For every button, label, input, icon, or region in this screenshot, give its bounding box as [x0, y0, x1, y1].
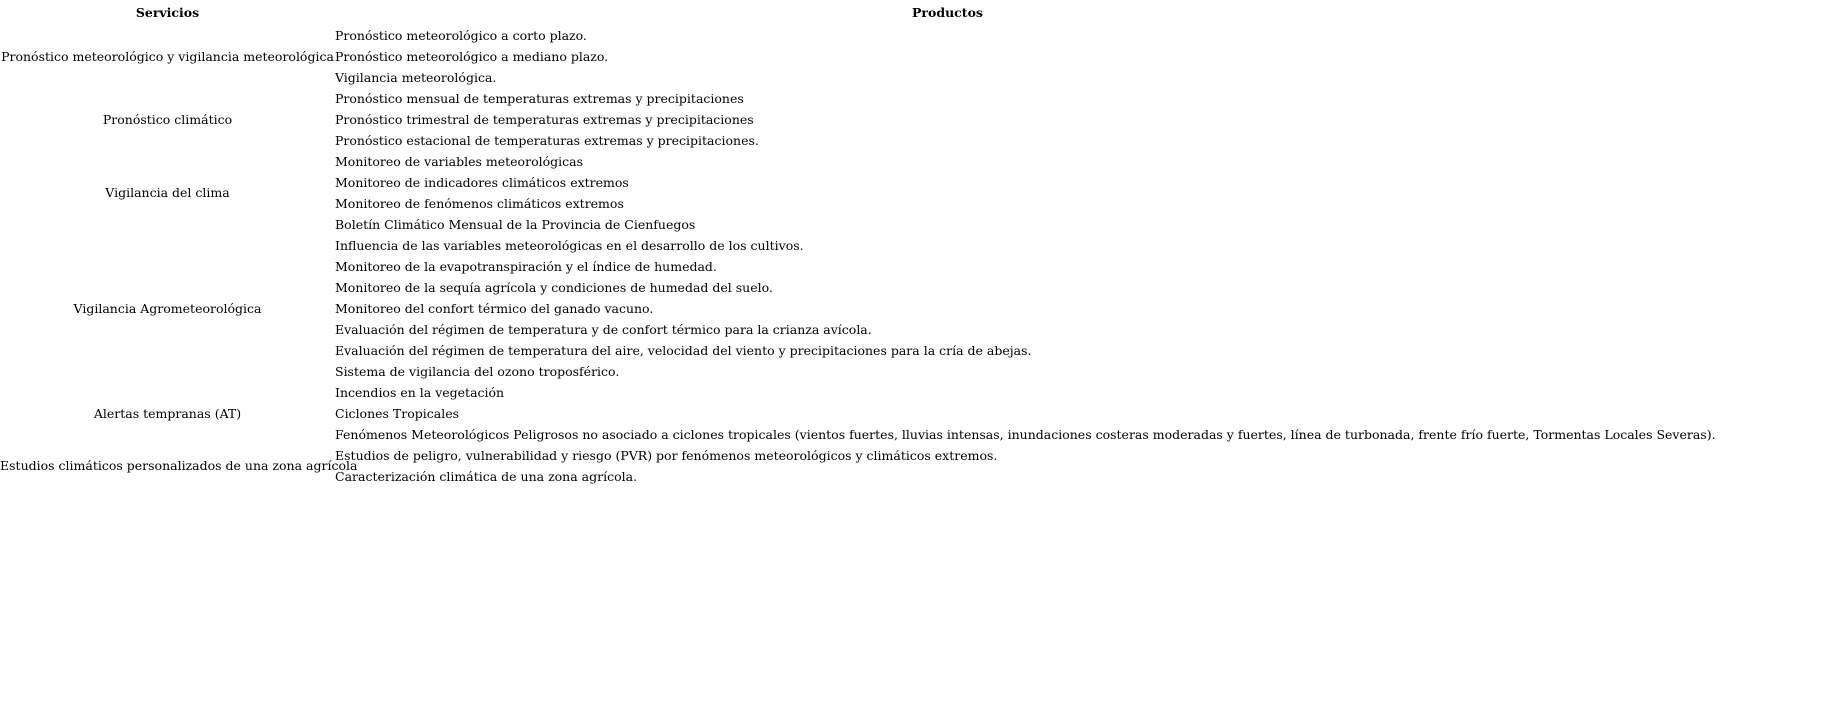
product-cell: Monitoreo de la sequía agrícola y condiciones de humedad del suelo. — [335, 280, 773, 295]
table-body — [0, 25, 1716, 487]
product-cell: Sistema de vigilancia del ozono troposférico. — [335, 364, 620, 379]
product-cell: Monitoreo de indicadores climáticos extremos — [335, 175, 629, 190]
column-header-productos: Productos — [912, 5, 983, 20]
header-row — [0, 0, 1560, 25]
product-cell: Evaluación del régimen de temperatura del aire, velocidad del viento y precipitaciones para la cría de abejas. — [335, 343, 1032, 358]
table-row — [0, 25, 1560, 46]
table-row — [0, 445, 1560, 466]
product-cell: Monitoreo de la evapotranspiración y el índice de humedad. — [335, 259, 717, 274]
service-cell: Pronóstico climático — [102, 111, 233, 127]
product-cell: Estudios de peligro, vulnerabilidad y riesgo (PVR) por fenómenos meteorológicos y climáticos extremos. — [335, 448, 998, 463]
product-cell: Pronóstico trimestral de temperaturas extremas y precipitaciones — [335, 112, 754, 127]
table-row — [0, 235, 1560, 256]
product-cell: Evaluación del régimen de temperatura y de confort térmico para la crianza avícola. — [335, 322, 872, 337]
product-cell: Vigilancia meteorológica. — [335, 70, 497, 85]
table-row — [0, 382, 1560, 403]
service-cell: Pronóstico meteorológico y vigilancia meteorológica — [1, 48, 334, 64]
service-cell: Vigilancia Agrometeorológica — [73, 300, 262, 316]
product-cell: Incendios en la vegetación — [335, 385, 505, 400]
service-cell: Alertas tempranas (AT) — [93, 405, 242, 421]
product-cell: Pronóstico meteorológico a corto plazo. — [335, 28, 587, 43]
product-cell: Monitoreo del confort térmico del ganado vacuno. — [335, 301, 654, 316]
product-cell: Pronóstico mensual de temperaturas extremas y precipitaciones — [335, 91, 744, 106]
product-cell: Influencia de las variables meteorológicas en el desarrollo de los cultivos. — [335, 238, 804, 253]
product-cell: Boletín Climático Mensual de la Provincia de Cienfuegos — [335, 217, 696, 232]
product-cell: Monitoreo de variables meteorológicas — [335, 154, 583, 169]
table-row — [0, 151, 1560, 172]
table-row — [0, 88, 1560, 109]
product-cell: Fenómenos Meteorológicos Peligrosos no asociado a ciclones tropicales (vientos fuertes, lluvias intensas, inundaciones costeras moderadas y fuertes, línea de turbonada, frente frío fuerte, Tormentas Locales Severas). — [335, 427, 1716, 442]
product-cell: Caracterización climática de una zona agrícola. — [335, 469, 638, 484]
column-header-servicios: Servicios — [135, 5, 200, 20]
table-header — [0, 0, 1560, 25]
product-cell: Monitoreo de fenómenos climáticos extremos — [335, 196, 624, 211]
service-cell: Estudios climáticos personalizados de una zona agrícola — [0, 458, 358, 473]
product-cell: Pronóstico estacional de temperaturas extremas y precipitaciones. — [335, 133, 759, 148]
service-cell: Vigilancia del clima — [105, 185, 230, 200]
product-cell: Pronóstico meteorológico a mediano plazo. — [335, 49, 609, 64]
product-cell: Ciclones Tropicales — [335, 406, 460, 421]
